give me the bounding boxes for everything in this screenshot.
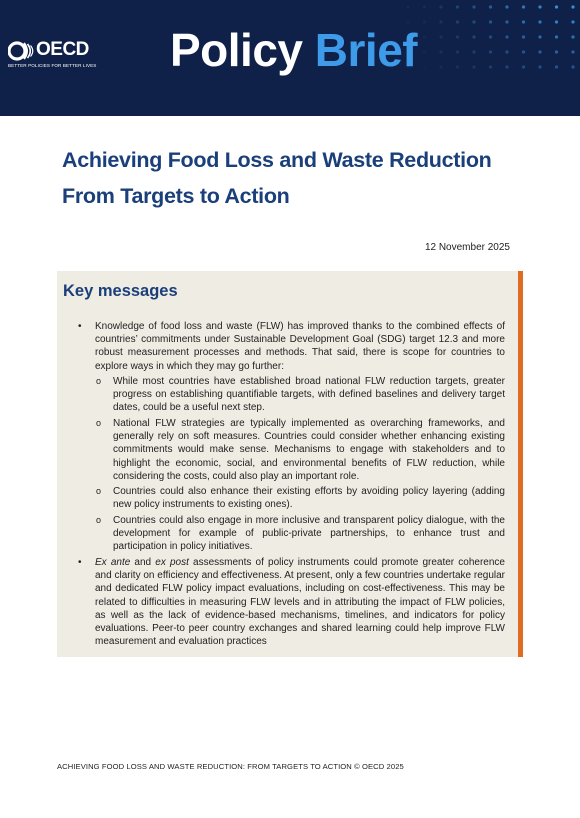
decorative-dot <box>472 5 475 8</box>
decorative-dot <box>423 35 426 38</box>
dot-pattern-decoration <box>400 0 580 116</box>
decorative-dot <box>505 5 508 8</box>
key-message-text-rest: assessments of policy instruments could promote greater coherence and clarity on efficiency and effectiveness. At present, only a few countries undertake regular and dedicated FLW policy impact evaluations, including on cost-effectiveness. This may be related to difficulties in measuring FLW levels and in attributing the impact of FLW policies, as well as the lack of evidence-based mechanisms, timelines, and indicators for policy evaluations. Peer-to peer country exchanges and shared learning could help improve FLW measurement and evaluation practices <box>95 557 505 648</box>
decorative-dot <box>423 20 426 23</box>
oecd-logo <box>8 38 108 72</box>
decorative-dot <box>456 5 459 8</box>
decorative-dot <box>522 20 525 23</box>
decorative-dot <box>423 65 426 68</box>
decorative-dot <box>489 50 492 53</box>
key-message-subtext: Countries could also engage in more inclusive and transparent policy dialogue, with the development for example of public-private partnerships, to enhance trust and participation in policy initiatives. <box>113 515 505 553</box>
document-title: Achieving Food Loss and Waste Reduction <box>62 148 492 172</box>
decorative-dot <box>522 65 525 68</box>
policy-brief-title <box>170 24 417 76</box>
decorative-dot <box>472 65 475 68</box>
key-message-text <box>95 556 505 648</box>
decorative-dot <box>538 5 541 8</box>
document-subtitle: From Targets to Action <box>62 184 290 208</box>
bullet-circle-icon: o <box>96 515 102 525</box>
decorative-dot <box>423 5 426 8</box>
decorative-dot <box>538 50 541 53</box>
decorative-dot <box>555 20 558 23</box>
key-messages-heading: Key messages <box>63 282 178 300</box>
decorative-dot <box>522 5 525 8</box>
decorative-dot <box>489 35 492 38</box>
key-message-subbullet <box>96 375 505 415</box>
decorative-dot <box>439 65 442 68</box>
key-message-bullet <box>78 320 505 373</box>
decorative-dot <box>555 50 558 53</box>
decorative-dot <box>472 35 475 38</box>
policy-brief-title-part2: Brief <box>314 24 418 76</box>
key-message-subbullet <box>96 514 505 554</box>
key-message-subbullet <box>96 485 505 511</box>
decorative-dot <box>538 65 541 68</box>
decorative-dot <box>522 35 525 38</box>
decorative-dot <box>571 5 574 8</box>
bullet-circle-icon: o <box>96 376 102 386</box>
decorative-dot <box>505 50 508 53</box>
decorative-dot <box>439 20 442 23</box>
decorative-dot <box>456 20 459 23</box>
decorative-dot <box>439 35 442 38</box>
italic-term-ex-post: ex post <box>155 557 189 568</box>
decorative-dot <box>439 5 442 8</box>
decorative-dot <box>505 35 508 38</box>
italic-term-ex-ante: Ex ante <box>95 557 131 568</box>
policy-brief-title-part1: Policy <box>170 24 303 76</box>
key-message-subbullet <box>96 417 505 483</box>
decorative-dot <box>456 50 459 53</box>
page-header <box>0 0 580 116</box>
decorative-dot <box>555 65 558 68</box>
decorative-dot <box>571 65 574 68</box>
key-messages-box <box>57 271 523 657</box>
bullet-dot-icon: • <box>78 557 82 568</box>
oecd-logo-mark-icon <box>8 40 36 62</box>
decorative-dot <box>522 50 525 53</box>
bullet-circle-icon: o <box>96 418 102 428</box>
key-message-subtext: Countries could also enhance their existing efforts by avoiding policy layering (adding new policy instruments to existing ones). <box>113 486 505 511</box>
decorative-dot <box>439 50 442 53</box>
decorative-dot <box>456 65 459 68</box>
key-message-text: Knowledge of food loss and waste (FLW) has improved thanks to the combined effects of countries’ commitments under Sustainable Development Goal (SDG) target 12.3 and more robust measurement processes and methods. That said, there is scope for countries to explore ways in which they may go further: <box>95 321 505 372</box>
decorative-dot <box>505 65 508 68</box>
decorative-dot <box>423 50 426 53</box>
decorative-dot <box>555 5 558 8</box>
decorative-dot <box>571 50 574 53</box>
page-footer: ACHIEVING FOOD LOSS AND WASTE REDUCTION: FROM TARGETS TO ACTION © OECD 2025 <box>57 762 404 771</box>
decorative-dot <box>555 35 558 38</box>
decorative-dot <box>571 20 574 23</box>
decorative-dot <box>538 35 541 38</box>
decorative-dot <box>489 5 492 8</box>
publication-date: 12 November 2025 <box>424 242 510 253</box>
decorative-dot <box>571 35 574 38</box>
decorative-dot <box>538 20 541 23</box>
decorative-dot <box>472 20 475 23</box>
connector-text: and <box>130 557 156 568</box>
oecd-logo-name: OECD <box>36 39 89 60</box>
decorative-dot <box>489 20 492 23</box>
bullet-dot-icon: • <box>78 321 82 332</box>
bullet-circle-icon: o <box>96 486 102 496</box>
decorative-dot <box>406 5 409 8</box>
decorative-dot <box>489 65 492 68</box>
decorative-dot <box>505 20 508 23</box>
decorative-dot <box>456 35 459 38</box>
key-message-subtext: National FLW strategies are typically implemented as overarching frameworks, and generally rely on soft measures. Countries could consider whether enhancing existing commitments would make sense. Mechanisms to engage with stakeholders and to highlight the economic, social, and environmental benefits of FLW reduction, while considering the costs, could also play an important role. <box>113 418 505 482</box>
key-message-bullet <box>78 556 505 648</box>
oecd-logo-tagline: BETTER POLICIES FOR BETTER LIVES <box>8 63 97 68</box>
decorative-dot <box>472 50 475 53</box>
key-message-subtext: While most countries have established broad national FLW reduction targets, greater progress on establishing quantifiable targets, with defined baselines and delivery target dates, could be a useful next step. <box>113 376 505 414</box>
